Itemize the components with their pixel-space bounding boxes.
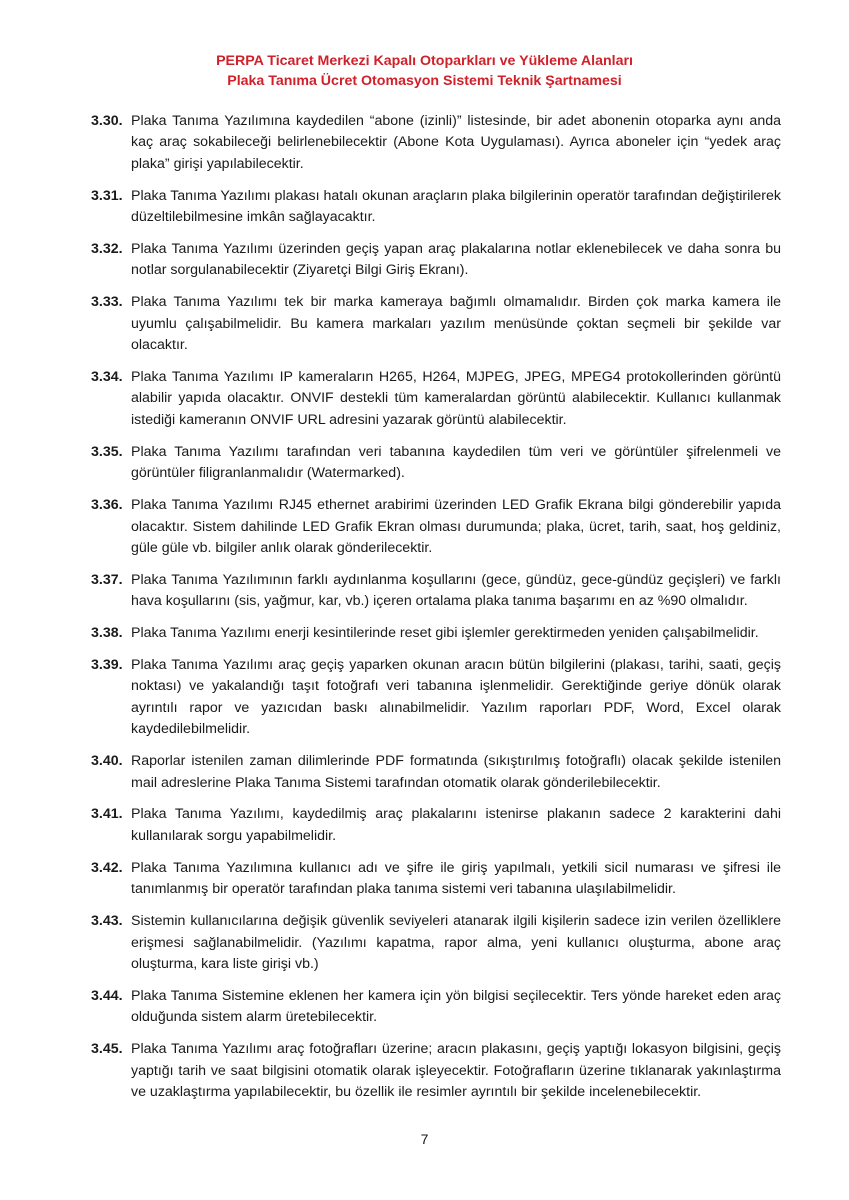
- spec-item: [91, 623, 781, 644]
- item-text: Plaka Tanıma Yazılımı RJ45 ethernet arabirimi üzerinden LED Grafik Ekrana bilgi gönderebilir yapıda olacaktır. Sistem dahilinde LED Grafik Ekran olması durumunda; plaka, ücret, tarih, saat, hoş geldiniz, güle güle vb. bilgiler anlık olarak gönderilecektir.: [131, 497, 781, 556]
- spec-item: [91, 911, 781, 975]
- item-number: 3.32.: [91, 241, 123, 258]
- spec-item-list: [91, 111, 781, 1114]
- item-text: Plaka Tanıma Yazılımı üzerinden geçiş yapan araç plakalarına notlar eklenebilecek ve daha sonra bu notlar sorgulanabilecektir (Ziyaretçi Bilgi Giriş Ekranı).: [131, 241, 781, 279]
- item-text: Plaka Tanıma Yazılımı plakası hatalı okunan araçların plaka bilgilerinin operatör tarafından değiştirilerek düzeltilebilmesine imkân sağlayacaktır.: [131, 187, 781, 226]
- item-text: Plaka Tanıma Yazılımı enerji kesintilerinde reset gibi işlemler gerektirmeden yeniden çalışabilmelidir.: [131, 625, 759, 642]
- spec-item: [91, 239, 781, 282]
- item-number: 3.38.: [91, 625, 123, 642]
- header-title-line-1: PERPA Ticaret Merkezi Kapalı Otoparkları ve Yükleme Alanları: [216, 53, 633, 69]
- header-title-line-2: Plaka Tanıma Ücret Otomasyon Sistemi Teknik Şartnamesi: [227, 73, 622, 89]
- spec-item: [91, 367, 781, 431]
- item-number: 3.30.: [91, 113, 123, 129]
- spec-item: [91, 570, 781, 613]
- spec-item: [91, 858, 781, 901]
- spec-item: [91, 655, 781, 741]
- item-text: Sistemin kullanıcılarına değişik güvenlik seviyeleri atanarak ilgili kişilerin sadece izin verilen özelliklere erişmesi sağlanabilmelidir. (Yazılımı kapatma, rapor alma, yeni kullanıcı oluşturma, abone araç oluşturma, kara liste girişi vb.): [131, 913, 781, 972]
- item-text: Plaka Tanıma Yazılımı IP kameraların H265, H264, MJPEG, JPEG, MPEG4 protokollerinden görüntü alabilir yapıda olacaktır. ONVIF destekli tüm kameralardan görüntü alabilecektir. Kullanıcı kullanmak istediği kameranın ONVIF URL adresini yazarak görüntü alabilecektir.: [131, 369, 781, 428]
- item-text: Plaka Tanıma Yazılımına kaydedilen “abone (izinli)” listesinde, bir adet abonenin otoparka aynı anda kaç araç sokabileceği belirlenebilecektir (Abone Kota Uygulaması). Ayrıca aboneler için “yedek araç plaka” girişi yapılabilecektir.: [131, 113, 781, 172]
- item-number: 3.44.: [91, 987, 123, 1004]
- spec-item: [91, 1039, 781, 1103]
- spec-item: [91, 804, 781, 847]
- item-text: Plaka Tanıma Yazılımının farklı aydınlanma koşullarını (gece, gündüz, gece-gündüz geçişleri) ve farklı hava koşullarını (sis, yağmur, kar, vb.) içeren ortalama plaka tanıma başarımı en az %90 olmalıdır.: [131, 571, 781, 610]
- item-text: Plaka Tanıma Yazılımına kullanıcı adı ve şifre ile giriş yapılmalı, yetkili sicil numarası ve şifresi ile tanımlanmış bir operatör tarafından plaka tanıma sistemi veri tabanına ulaşılabilmelidir.: [131, 859, 781, 898]
- item-number: 3.34.: [91, 369, 123, 386]
- item-number: 3.42.: [91, 859, 123, 876]
- item-number: 3.36.: [91, 497, 123, 514]
- item-text: Plaka Tanıma Sistemine eklenen her kamera için yön bilgisi seçilecektir. Ters yönde hareket eden araç olduğunda sistem alarm üretebilecektir.: [131, 987, 781, 1026]
- item-number: 3.39.: [91, 657, 123, 674]
- page-number: 7: [420, 1131, 429, 1147]
- spec-item: [91, 442, 781, 485]
- spec-item: [91, 986, 781, 1029]
- item-text: Plaka Tanıma Yazılımı araç geçiş yaparken okunan aracın bütün bilgilerini (plakası, tarihi, saati, geçiş noktası) ve yakalandığı taşıt fotoğrafı veri tabanına işlenmelidir. Gerektiğinde geriye dönük olarak ayrıntılı rapor ve yazıcıdan baskı alınabilmelidir. Yazılım raporları PDF, Word, Excel olarak kaydedilebilmelidir.: [131, 657, 781, 738]
- item-number: 3.37.: [91, 571, 123, 588]
- spec-item: [91, 495, 781, 559]
- document-header: [0, 51, 849, 91]
- spec-item: [91, 751, 781, 794]
- item-number: 3.35.: [91, 443, 123, 460]
- item-text: Plaka Tanıma Yazılımı tek bir marka kameraya bağımlı olmamalıdır. Birden çok marka kamera ile uyumlu çalışabilmelidir. Bu kamera markaları yazılım menüsünde çoktan seçmeli bir şekilde var olacaktır.: [131, 294, 781, 354]
- item-number: 3.40.: [91, 753, 123, 770]
- spec-item: [91, 186, 781, 229]
- spec-item: [91, 111, 781, 175]
- item-number: 3.45.: [91, 1041, 123, 1058]
- item-text: Plaka Tanıma Yazılımı araç fotoğrafları üzerine; aracın plakasını, geçiş yaptığı lokasyon bilgisini, geçiş yaptığı tarih ve saat bilgisini otomatik olarak işleyecektir. Fotoğrafların üzerine tıklanarak yakınlaştırma ve uzaklaştırma yapılabilecektir, bu özellik ile resimler ayrıntılı bir şekilde incelenebilecektir.: [131, 1041, 781, 1100]
- item-number: 3.43.: [91, 913, 123, 930]
- item-number: 3.33.: [91, 294, 123, 311]
- item-number: 3.41.: [91, 806, 123, 823]
- item-text: Raporlar istenilen zaman dilimlerinde PDF formatında (sıkıştırılmış fotoğraflı) olacak şekilde istenilen mail adreslerine Plaka Tanıma Sistemi tarafından otomatik olarak gönderilebilecektir.: [131, 753, 781, 791]
- item-text: Plaka Tanıma Yazılımı tarafından veri tabanına kaydedilen tüm veri ve görüntüler şifrelenmeli ve görüntüler filigranlanmalıdır (Watermarked).: [131, 443, 781, 482]
- item-text: Plaka Tanıma Yazılımı, kaydedilmiş araç plakalarını istenirse plakanın sadece 2 karakterini dahi kullanılarak sorgu yapabilmelidir.: [131, 806, 781, 844]
- spec-item: [91, 292, 781, 356]
- item-number: 3.31.: [91, 187, 123, 204]
